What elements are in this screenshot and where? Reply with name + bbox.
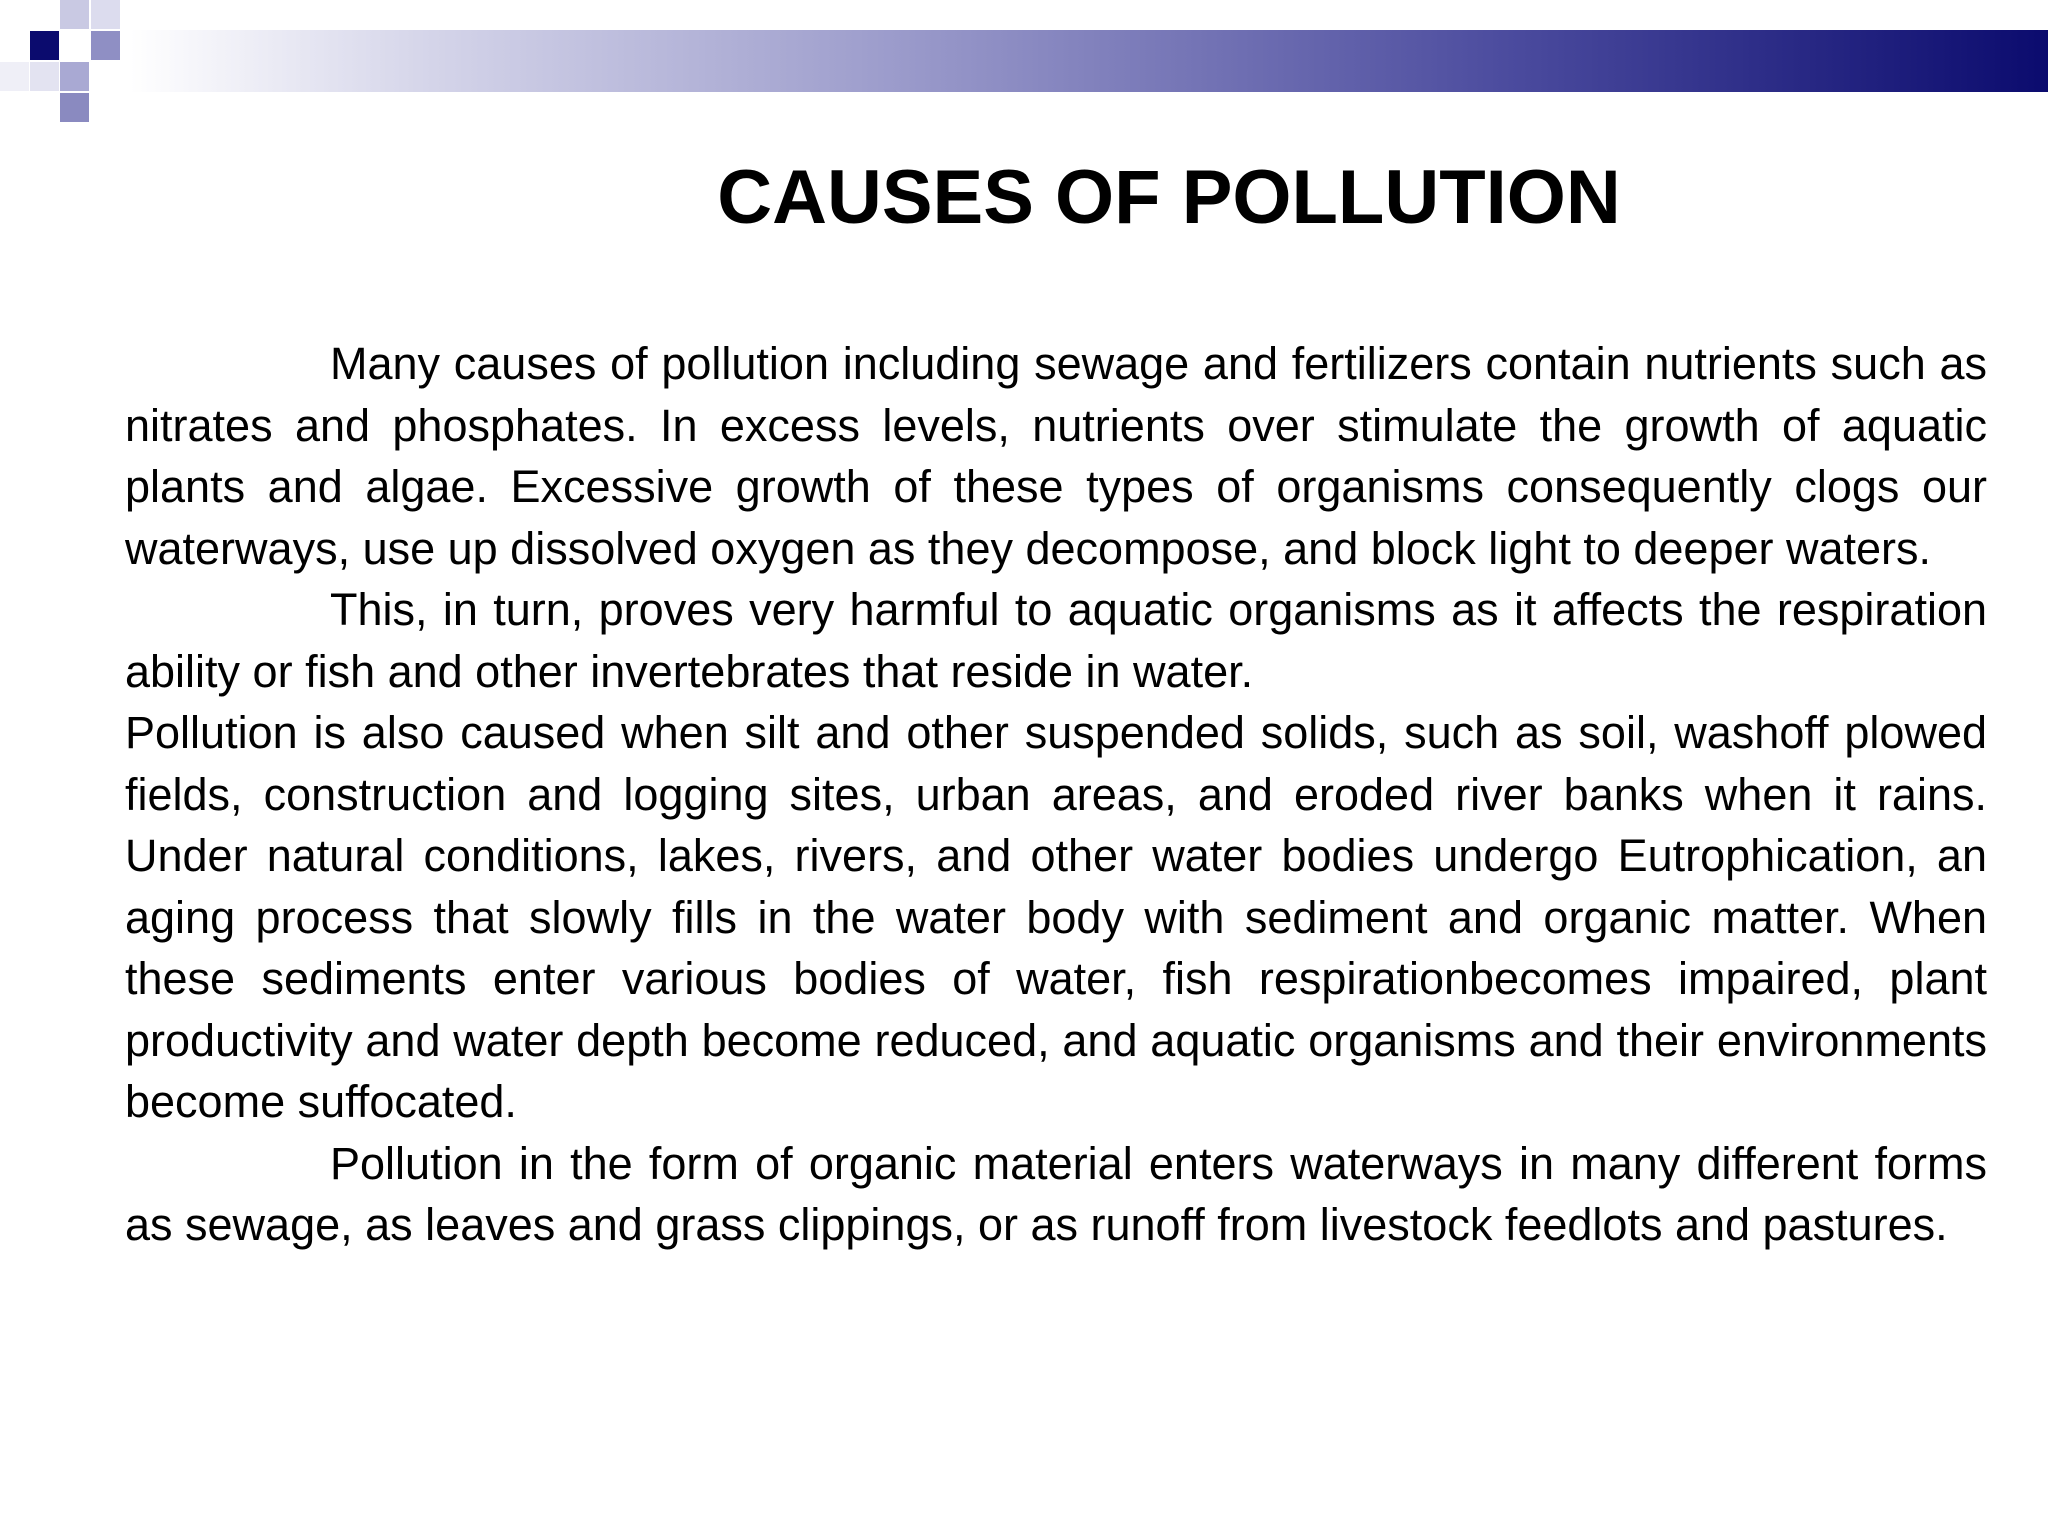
slide-body [125,333,1987,1256]
decorative-square [91,31,120,60]
paragraph-organic-material: Pollution in the form of organic material enters waterways in many different forms as sewage, as leaves and grass clippings, or as runoff from livestock feedlots and pastures. [125,1137,1987,1250]
decorative-square [0,62,29,91]
paragraph-harmful-effects: This, in turn, proves very harmful to aquatic organisms as it affects the respiration ability or fish and other invertebrates that reside in water. [125,584,1987,697]
decorative-square [60,0,89,29]
paragraph-nutrients: Many causes of pollution including sewage and fertilizers contain nutrients such as nitrates and phosphates. In excess levels, nutrients over stimulate the growth of aquatic plants and algae. Excessive growth of these types of organisms consequently clogs our waterways, use up dissolved oxygen as they decompose, and block light to deeper waters. [125,338,1987,574]
decorative-square [60,93,89,122]
decorative-square [30,62,59,91]
decorative-square [30,31,59,60]
header-gradient-band [130,30,2048,92]
decorative-square [60,62,89,91]
slide-title: CAUSES OF POLLUTION [717,155,1621,240]
decorative-square [91,0,120,29]
paragraph-sediment: Pollution is also caused when silt and other suspended solids, such as soil, washoff plowed fields, construction and logging sites, urban areas, and eroded river banks when it rains. Under natural conditions, lakes, rivers, and other water bodies undergo Eutrophication, an aging process that slowly fills in the water body with sediment and organic matter. When these sediments enter various bodies of water, fish respirationbecomes impaired, plant productivity and water depth become reduced, and aquatic organisms and their environments become suffocated. [125,707,1987,1127]
